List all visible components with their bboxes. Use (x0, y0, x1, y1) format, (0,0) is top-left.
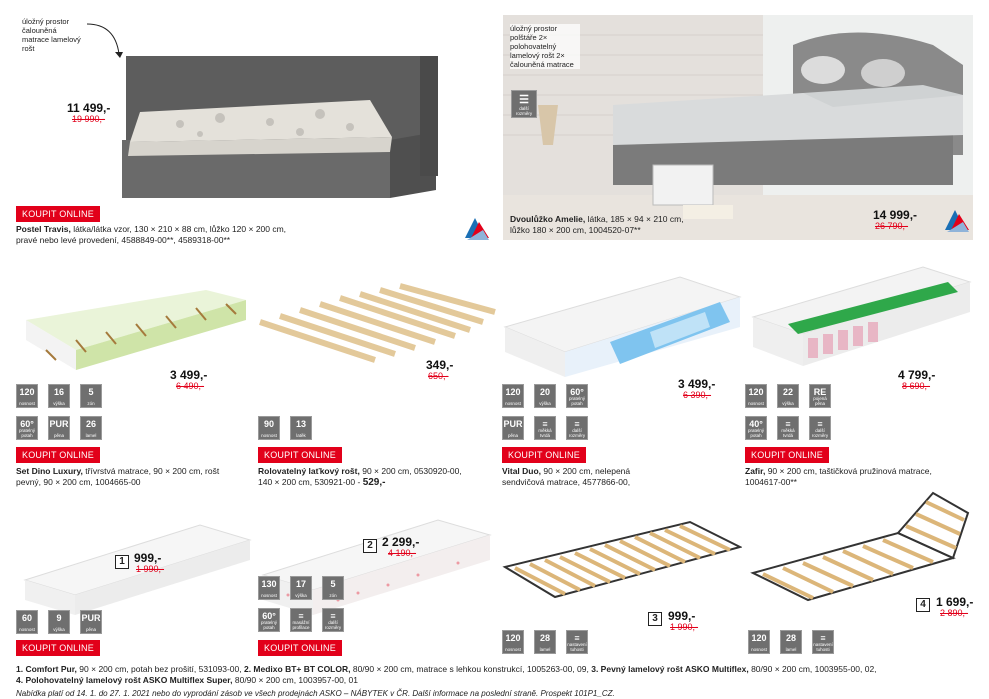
feature-nosnost-icon (258, 416, 280, 440)
item1-buy-button[interactable]: KOUPIT ONLINE (16, 640, 100, 656)
feature-value: 5 (88, 387, 94, 397)
feature-label: měkká tvrdá (781, 428, 795, 438)
travis-name: Postel Travis, (16, 224, 71, 234)
feature-masážní-profilace-icon (290, 608, 312, 632)
feature-label: nosnost (751, 647, 767, 652)
feature-value: 120 (505, 633, 521, 643)
feature-value: ≡ (817, 419, 823, 429)
feature-value: 17 (295, 579, 306, 589)
feature-label: pěna (85, 627, 96, 632)
travis-buy-button[interactable]: KOUPIT ONLINE (16, 206, 100, 222)
item2-buy-button[interactable]: KOUPIT ONLINE (258, 640, 342, 656)
feature-pratelný-potah-icon (258, 608, 280, 632)
vital-description (502, 466, 672, 488)
travis-bed-image (120, 52, 440, 202)
dino-mattress-image (16, 280, 252, 377)
feature-lamel-icon (534, 630, 556, 654)
color-swatch-icon (465, 216, 491, 245)
feature-label: výška (53, 401, 65, 406)
item2-number: 2 (363, 539, 377, 553)
feature-další-rozměry-icon (322, 608, 344, 632)
feature-label: výška (539, 401, 551, 406)
feature-výška-icon (48, 384, 70, 408)
feature-label: zón (87, 401, 95, 406)
amelie-old-price: 26 790,- (875, 221, 909, 231)
feature-label: pojená pěna (813, 396, 827, 406)
feature-value: ≡ (298, 611, 304, 621)
footer-item1-name: 1. Comfort Pur, (16, 664, 77, 674)
feature-value: 28 (539, 633, 550, 643)
rolovatelny-old-price: 650,- (428, 371, 449, 381)
feature-value: 120 (751, 633, 767, 643)
zafir-name: Zafir, (745, 466, 766, 476)
vital-name: Vital Duo, (502, 466, 542, 476)
feature-value: PUR (49, 419, 69, 429)
zafir-price: 4 799,- (898, 368, 936, 382)
feature-value: 28 (785, 633, 796, 643)
item3-price: 999,- (668, 609, 696, 623)
feature-pěna-icon (48, 416, 70, 440)
feature-value: 90 (263, 419, 274, 429)
travis-annotation: úložný prostor čalouněná matrace lamelový rošt (22, 17, 81, 53)
feature-label: masážní profilace (292, 620, 310, 630)
feature-nastavení-tuhosti-icon (566, 630, 588, 654)
rolled-slat-image (255, 282, 500, 377)
feature-měkká-tvrdá-icon (777, 416, 799, 440)
feature-value: 20 (539, 387, 550, 397)
footer-validity-note: Nabídka platí od 14. 1. do 27. 1. 2021 nebo do vyprodání zásob ve všech prodejnách ASKO – NÁBYTEK v ČR. Další informace na poslední straně. Prospekt 101P1_CZ. (16, 689, 615, 698)
feature-label: pratelný potah (568, 396, 585, 406)
feature-value: 22 (782, 387, 793, 397)
item4-price: 1 699,- (936, 595, 974, 609)
feature-měkká-tvrdá-icon (534, 416, 556, 440)
feature-label: pratelný potah (18, 428, 35, 438)
zafir-desc: 90 × 200 cm, taštičková pružinová matrace, 1004617-00** (745, 466, 932, 487)
feature-label: pěna (53, 433, 64, 438)
feature-pratelný-potah-icon (566, 384, 588, 408)
multiflex-slat-image (500, 512, 742, 617)
travis-desc: látka/látka vzor, 130 × 210 × 88 cm, lůžko 120 × 200 cm, pravé nebo levé provedení, 4588849-00**, 4589318-00** (16, 224, 287, 245)
travis-description (16, 224, 296, 246)
feature-label: pratelný potah (260, 620, 277, 630)
feature-value: 9 (56, 613, 62, 623)
item1-price: 999,- (134, 551, 162, 565)
feature-value: ≡ (574, 633, 580, 643)
item2-price: 2 299,- (382, 535, 420, 549)
feature-value: 5 (330, 579, 336, 589)
feature-label: výška (53, 627, 65, 632)
dino-buy-button[interactable]: KOUPIT ONLINE (16, 447, 100, 463)
amelie-description (510, 214, 700, 236)
item2-old-price: 4 190,- (388, 548, 417, 558)
feature-value: 60° (570, 387, 584, 397)
feature-zón-icon (322, 576, 344, 600)
travis-old-price: 19 990,- (72, 114, 106, 124)
feature-latěk-icon (290, 416, 312, 440)
feature-pratelný-potah-icon (16, 416, 38, 440)
medixo-mattress-image (258, 515, 494, 620)
item3-old-price: 1 990,- (670, 622, 699, 632)
feature-nosnost-icon (16, 384, 38, 408)
amelie-annotation: úložný prostor polštáře 2× polohovatelný lamelový rošt 2× čalouněná matrace (510, 24, 580, 69)
feature-value: 60° (262, 611, 276, 621)
footer-item3-desc: 80/90 × 200 cm, 1003955-00, 02, (748, 664, 877, 674)
feature-value: PUR (503, 419, 523, 429)
item4-number: 4 (916, 598, 930, 612)
more-sizes-icon: ☰ další rozměry (511, 90, 537, 118)
feature-zón-icon (80, 384, 102, 408)
dino-name: Set Dino Luxury, (16, 466, 83, 476)
item1-number: 1 (115, 555, 129, 569)
dino-description (16, 466, 236, 488)
zafir-mattress-image (748, 262, 973, 373)
feature-value: 13 (295, 419, 306, 429)
feature-label: lamel (539, 647, 551, 652)
footer-item2-name: 2. Medixo BT+ BT COLOR, (243, 664, 351, 674)
rolovatelny-description (258, 466, 478, 488)
feature-value: 40° (749, 419, 763, 429)
feature-výška-icon (534, 384, 556, 408)
rolovatelny-buy-button[interactable]: KOUPIT ONLINE (258, 447, 342, 463)
feature-pěna-icon (80, 610, 102, 634)
feature-výška-icon (48, 610, 70, 634)
feature-value: ≡ (574, 419, 580, 429)
vital-desc: 90 × 200 cm, nelepená sendvičová matrace, 4577866-00, (502, 466, 631, 487)
feature-value: 120 (748, 387, 764, 397)
feature-nosnost-icon (16, 610, 38, 634)
footer-line-1 (16, 664, 976, 675)
item4-old-price: 2 890,- (940, 608, 969, 618)
feature-výška-icon (777, 384, 799, 408)
feature-label: nosnost (261, 593, 277, 598)
feature-pojená-pěna-icon (809, 384, 831, 408)
annotation-arrow-icon (85, 20, 125, 65)
vital-price: 3 499,- (678, 377, 716, 391)
feature-lamel-icon (780, 630, 802, 654)
feature-nastavení-tuhosti-icon (812, 630, 834, 654)
feature-výška-icon (290, 576, 312, 600)
amelie-desc: látka, 185 × 94 × 210 cm, lůžko 180 × 200 cm, 1004520-07** (510, 214, 684, 235)
feature-nosnost-icon (502, 384, 524, 408)
footer-item4-desc: 80/90 × 200 cm, 1003957-00, 01 (232, 675, 358, 685)
amelie-name: Dvoulůžko Amelie, (510, 214, 586, 224)
feature-label: nosnost (505, 647, 521, 652)
feature-value: 130 (261, 579, 277, 589)
feature-lamel-icon (80, 416, 102, 440)
feature-label: nosnost (748, 401, 764, 406)
feature-value: 16 (53, 387, 64, 397)
feature-další-rozměry-icon (566, 416, 588, 440)
feature-label: nosnost (505, 401, 521, 406)
feature-label: pratelný potah (747, 428, 764, 438)
footer-item4-name: 4. Polohovatelný lamelový rošt ASKO Multiflex Super, (16, 675, 233, 685)
feature-label: zón (329, 593, 337, 598)
feature-label: měkká tvrdá (538, 428, 552, 438)
rolovatelny-price2: 529,- (362, 477, 386, 488)
footer-item1-desc: 90 × 200 cm, potah bez prošití, 531093-00, (76, 664, 244, 674)
zafir-buy-button[interactable]: KOUPIT ONLINE (745, 447, 829, 463)
vital-mattress-image (500, 272, 742, 383)
feature-label: výška (782, 401, 794, 406)
feature-label: lamel (785, 647, 797, 652)
vital-old-price: 6 390,- (683, 390, 712, 400)
feature-label: další rozměry (324, 620, 342, 630)
color-swatch-icon (945, 208, 971, 237)
feature-value: ≡ (542, 419, 548, 429)
feature-label: další rozměry (568, 428, 586, 438)
dino-desc: třívrstvá matrace, 90 × 200 cm, rošt pevný, 90 × 200 cm, 1004665-00 (16, 466, 220, 487)
feature-value: 60 (21, 613, 32, 623)
dino-price: 3 499,- (170, 368, 208, 382)
feature-label: latěk (296, 433, 306, 438)
feature-label: nosnost (261, 433, 277, 438)
feature-nosnost-icon (258, 576, 280, 600)
travis-price: 11 499,- (67, 101, 111, 115)
vital-buy-button[interactable]: KOUPIT ONLINE (502, 447, 586, 463)
feature-value: 120 (19, 387, 35, 397)
rolovatelny-name: Rolovatelný laťkový rošt, (258, 466, 360, 476)
feature-label: nastavení tuhosti (813, 642, 833, 652)
feature-nosnost-icon (748, 630, 770, 654)
dino-old-price: 6 490,- (176, 381, 205, 391)
feature-value: RE (813, 387, 827, 397)
feature-value: 26 (85, 419, 96, 429)
feature-value: PUR (81, 613, 101, 623)
feature-label: nosnost (19, 401, 35, 406)
feature-value: 120 (505, 387, 521, 397)
feature-label: lamel (85, 433, 97, 438)
rolovatelny-price: 349,- (426, 358, 454, 372)
footer-line-2 (16, 675, 976, 686)
feature-label: další rozměry (811, 428, 829, 438)
feature-label: nastavení tuhosti (567, 642, 587, 652)
zafir-description (745, 466, 965, 488)
feature-pěna-icon (502, 416, 524, 440)
feature-value: ≡ (820, 633, 826, 643)
feature-value: 60° (20, 419, 34, 429)
zafir-old-price: 8 690,- (902, 381, 931, 391)
feature-value: ≡ (785, 419, 791, 429)
item1-old-price: 1 990,- (136, 564, 165, 574)
rolovatelny-desc: 90 × 200 cm, 0530920-00, 140 × 200 cm, 530921-00 - (258, 466, 462, 487)
feature-další-rozměry-icon (809, 416, 831, 440)
amelie-price: 14 999,- (873, 208, 918, 222)
feature-nosnost-icon (745, 384, 767, 408)
feature-nosnost-icon (502, 630, 524, 654)
feature-label: nosnost (19, 627, 35, 632)
footer-item2-desc: 80/90 × 200 cm, matrace s lehkou konstrukcí, 1005263-00, 09, (350, 664, 592, 674)
feature-label: výška (295, 593, 307, 598)
item3-number: 3 (648, 612, 662, 626)
feature-pratelný-potah-icon (745, 416, 767, 440)
feature-value: ≡ (330, 611, 336, 621)
feature-label: pěna (507, 433, 518, 438)
footer-item3-name: 3. Pevný lamelový rošt ASKO Multiflex, (591, 664, 749, 674)
